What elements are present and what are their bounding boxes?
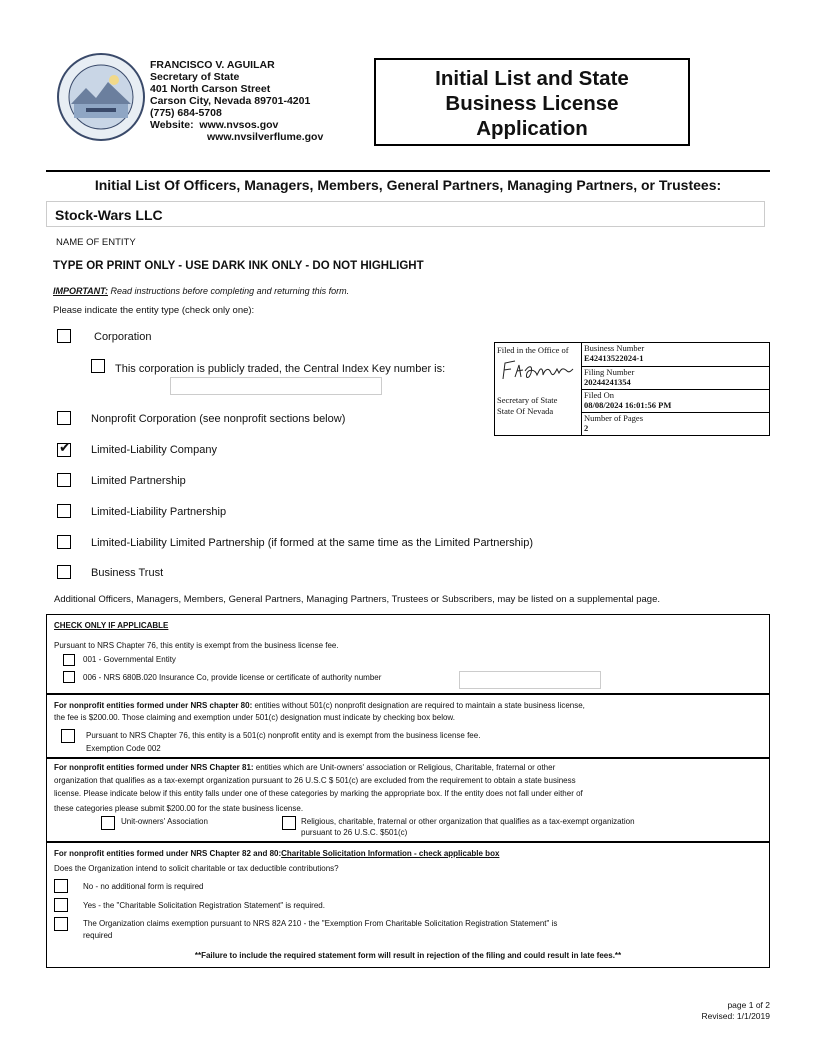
chapter-81-text-2: organization that qualifies as a tax-exempt organization pursuant to 26 U.S.C $ 501(c) are excluded from the requirement to obtain a state business [54, 776, 576, 785]
llp-label: Limited-Liability Partnership [91, 506, 227, 518]
section-heading: Initial List Of Officers, Managers, Members, General Partners, Managing Partners, or Trustees: [94, 177, 722, 193]
nevada-state-seal-icon [56, 52, 146, 142]
website-line-1: Website: www.nvsos.gov [150, 119, 279, 131]
chapter-81-text-1 [54, 762, 766, 773]
pages-value: 2 [584, 423, 589, 433]
address-line-2: Carson City, Nevada 89701-4201 [150, 95, 311, 107]
chapter-80-text: entities without 501(c) nonprofit designation are required to maintain a state business license, [252, 701, 585, 710]
solicit-exempt-label-1: The Organization claims exemption pursuant to NRS 82A 210 - the "Exemption From Charitable Solicitation Registration Statement" is [83, 919, 558, 928]
solicit-no-checkbox[interactable] [54, 879, 68, 893]
secretary-of-state-label: Secretary of State [497, 395, 558, 405]
filing-stamp [494, 342, 770, 436]
filing-number-label: Filing Number [584, 367, 635, 377]
filed-in-label: Filed in the Office of [497, 345, 569, 355]
nonprofit-label: Nonprofit Corporation (see nonprofit sections below) [91, 413, 346, 425]
chapter-80-bold: For nonprofit entities formed under NRS chapter 80: [54, 701, 253, 710]
chapter-82-bold: For nonprofit entities formed under NRS Chapter 82 and 80: [54, 849, 282, 858]
secretary-title: Secretary of State [150, 71, 240, 83]
form-title-line-3: Application [476, 117, 588, 140]
important-notice [53, 286, 349, 296]
chapter-80-text-1 [54, 700, 766, 711]
pages-label: Number of Pages [584, 413, 644, 423]
solicit-exempt-label-2: required [83, 931, 113, 940]
nonprofit-checkbox[interactable] [57, 411, 71, 425]
governmental-entity-checkbox[interactable] [63, 654, 75, 666]
chapter-82-heading [54, 848, 499, 859]
lllp-label: Limited-Liability Limited Partnership (if formed at the same time as the Limited Partnership) [91, 537, 534, 549]
chapter-81-text: entities which are Unit-owners' association or Religious, Charitable, fraternal or other [253, 763, 556, 772]
solicit-yes-label: Yes - the "Charitable Solicitation Registration Statement" is required. [83, 901, 325, 910]
insurance-co-label: 006 - NRS 680B.020 Insurance Co, provide license or certificate of authority number [83, 673, 382, 682]
business-trust-checkbox[interactable] [57, 565, 71, 579]
publicly-traded-checkbox[interactable] [91, 359, 105, 373]
state-of-nevada-label: State Of Nevada [497, 406, 554, 416]
check-only-heading: CHECK ONLY IF APPLICABLE [54, 621, 169, 630]
chapter-80-section [46, 694, 770, 758]
charitable-solicitation-heading: Charitable Solicitation Information - check applicable box [281, 849, 500, 858]
exempt-fee-text: Pursuant to NRS Chapter 76, this entity is exempt from the business license fee. [54, 641, 339, 650]
business-number-label: Business Number [584, 343, 645, 353]
check-only-section [46, 614, 770, 694]
type-print-notice: TYPE OR PRINT ONLY - USE DARK INK ONLY - DO NOT HIGHLIGHT [53, 260, 424, 272]
website-line-2: www.nvsilverflume.gov [207, 131, 324, 143]
business-number-value: E42413522024-1 [584, 353, 644, 363]
limited-partnership-checkbox[interactable] [57, 473, 71, 487]
solicit-no-label: No - no additional form is required [83, 882, 204, 891]
form-title-box [374, 58, 690, 146]
501c-exempt-label: Pursuant to NRS Chapter 76, this entity is a 501(c) nonprofit entity and is exempt from the business license fee. [86, 731, 481, 740]
entity-name-field[interactable]: Stock-Wars LLC [46, 201, 765, 227]
important-label: IMPORTANT: [53, 286, 108, 296]
religious-org-label-2: pursuant to 26 U.S.C. $501(c) [301, 828, 408, 837]
lllp-checkbox[interactable] [57, 535, 71, 549]
unit-owners-label: Unit-owners' Association [121, 817, 208, 826]
revised-date: Revised: 1/1/2019 [701, 1011, 770, 1021]
page-footer [701, 1000, 770, 1022]
chapter-81-section [46, 758, 770, 842]
llc-checkbox[interactable] [57, 440, 71, 457]
entity-name-label: NAME OF ENTITY [56, 237, 136, 248]
failure-warning: **Failure to include the required statement form will result in rejection of the filing and could result in late fees.** [194, 951, 622, 960]
signature-icon [497, 357, 579, 387]
chapter-82-section [46, 842, 770, 968]
authority-number-input[interactable] [459, 671, 601, 689]
important-text: Read instructions before completing and returning this form. [108, 286, 350, 296]
insurance-co-checkbox[interactable] [63, 671, 75, 683]
governmental-entity-label: 001 - Governmental Entity [83, 655, 176, 664]
form-title-line-1: Initial List and State [435, 67, 629, 90]
religious-org-checkbox[interactable] [282, 816, 296, 830]
chapter-81-text-4: these categories please submit $200.00 for the state business license. [54, 804, 304, 813]
secretary-name: FRANCISCO V. AGUILAR [150, 59, 275, 71]
solicit-exempt-checkbox[interactable] [54, 917, 68, 931]
exemption-code-label: Exemption Code 002 [86, 744, 161, 753]
phone-number: (775) 684-5708 [150, 107, 222, 119]
business-number-cell [581, 343, 769, 367]
llp-checkbox[interactable] [57, 504, 71, 518]
secretary-of-state-header [150, 59, 323, 143]
unit-owners-checkbox[interactable] [101, 816, 115, 830]
corporation-checkbox[interactable] [57, 329, 71, 343]
llc-label: Limited-Liability Company [91, 444, 217, 456]
religious-org-label-1: Religious, charitable, fraternal or other organization that qualifies as a tax-exempt organization [301, 817, 635, 826]
entity-type-instruction: Please indicate the entity type (check only one): [53, 305, 255, 316]
checkmark-icon: ✔ [59, 440, 71, 456]
address-line-1: 401 North Carson Street [150, 83, 271, 95]
pages-cell [581, 413, 769, 435]
filed-on-label: Filed On [584, 390, 614, 400]
chapter-81-text-3: license. Please indicate below if this entity falls under one of these categories by marking the appropriate box. If the entity does not fall under either of [54, 789, 583, 798]
publicly-traded-label: This corporation is publicly traded, the Central Index Key number is: [115, 363, 446, 375]
limited-partnership-label: Limited Partnership [91, 475, 186, 487]
filing-number-value: 20244241354 [584, 377, 631, 387]
chapter-80-text-2: the fee is $200.00. Those claiming and exemption under 501(c) designation must indicate by checking box below. [54, 713, 455, 722]
filing-number-cell [581, 367, 769, 390]
form-title-line-2: Business License [445, 92, 619, 115]
additional-officers-note: Additional Officers, Managers, Members, General Partners, Managing Partners, Trustees or Subscribers, may be listed on a supplemental page. [54, 594, 661, 605]
chapter-81-bold: For nonprofit entities formed under NRS Chapter 81: [54, 763, 254, 772]
header-divider [46, 170, 770, 172]
filing-office-cell [495, 343, 582, 435]
filed-on-cell [581, 390, 769, 413]
central-index-key-input[interactable] [170, 377, 382, 395]
solicit-yes-checkbox[interactable] [54, 898, 68, 912]
501c-exempt-checkbox[interactable] [61, 729, 75, 743]
page-number: page 1 of 2 [727, 1000, 770, 1010]
solicit-question: Does the Organization intend to solicit charitable or tax deductible contributions? [54, 864, 339, 873]
business-trust-label: Business Trust [91, 567, 164, 579]
filed-on-value: 08/08/2024 16:01:56 PM [584, 400, 672, 410]
corporation-label: Corporation [94, 331, 152, 343]
